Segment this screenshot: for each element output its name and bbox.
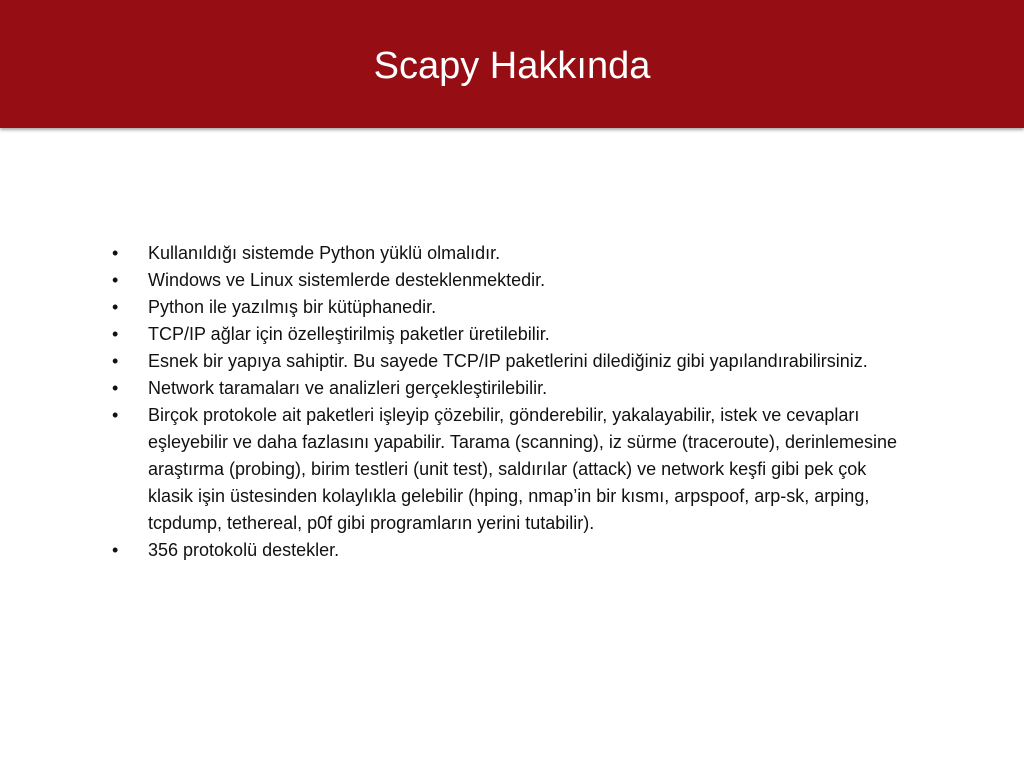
bullet-item (112, 375, 912, 402)
bullet-icon: • (112, 297, 119, 317)
bullet-item (112, 348, 912, 375)
bullet-icon: • (112, 243, 119, 263)
bullet-item (112, 267, 912, 294)
bullet-text: Birçok protokole ait paketleri işleyip çözebilir, gönderebilir, yakalayabilir, istek ve cevapları eşleyebilir ve daha fazlasını yapabilir. Tarama (scanning), iz sürme (traceroute), derinlemesine araştırma (probing), birim testleri (unit test), saldırılar (attack) ve network keşfi gibi pek çok klasik işin üstesinden kolaylıkla gelebilir (hping, nmap’in bir kısmı, arpspoof, arp-sk, arping, tcpdump, tethereal, p0f gibi programların yerini tutabilir). (148, 405, 898, 533)
bullet-text: 356 protokolü destekler. (148, 540, 340, 560)
bullet-text: TCP/IP ağlar için özelleştirilmiş paketler üretilebilir. (148, 324, 550, 344)
bullet-icon: • (112, 270, 119, 290)
bullet-item (112, 537, 912, 564)
title-bar (0, 0, 1024, 128)
slide-title: Scapy Hakkında (373, 44, 651, 87)
bullet-item (112, 402, 912, 537)
bullet-icon: • (112, 540, 119, 560)
bullet-icon: • (112, 378, 119, 398)
bullet-icon: • (112, 351, 119, 371)
bullet-text: Network taramaları ve analizleri gerçekleştirilebilir. (148, 378, 548, 398)
bullet-list (112, 240, 912, 564)
bullet-text: Python ile yazılmış bir kütüphanedir. (148, 297, 437, 317)
bullet-text: Esnek bir yapıya sahiptir. Bu sayede TCP/IP paketlerini dilediğiniz gibi yapılandırabilirsiniz. (148, 351, 868, 371)
bullet-icon: • (112, 405, 119, 425)
bullet-item (112, 294, 912, 321)
bullet-item (112, 321, 912, 348)
bullet-item (112, 240, 912, 267)
bullet-text: Windows ve Linux sistemlerde desteklenmektedir. (148, 270, 546, 290)
bullet-icon: • (112, 324, 119, 344)
bullet-text: Kullanıldığı sistemde Python yüklü olmalıdır. (148, 243, 501, 263)
